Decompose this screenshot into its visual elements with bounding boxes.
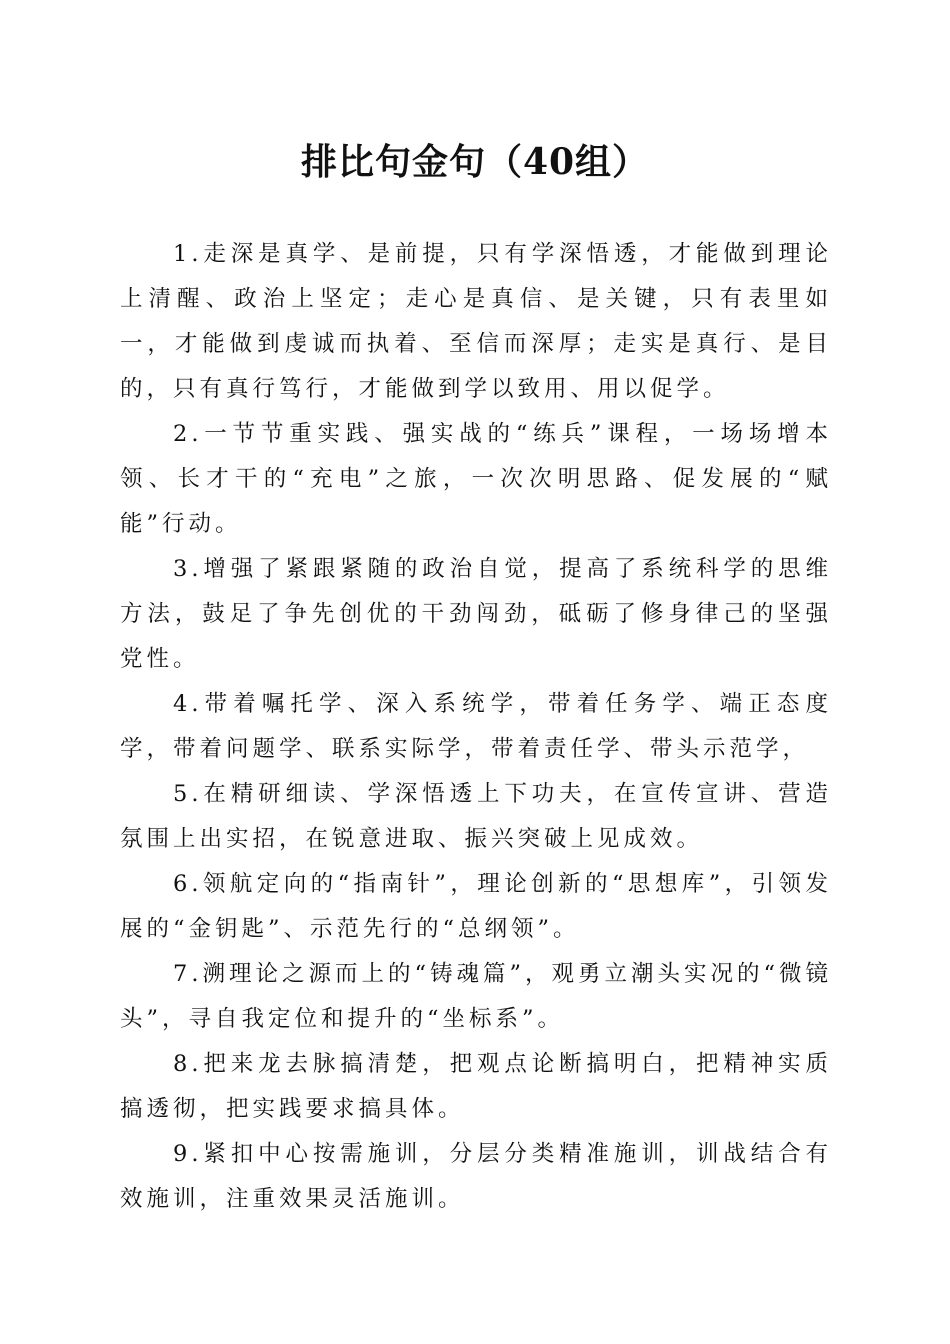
paragraph-7: 7.溯理论之源而上的“铸魂篇”，观勇立潮头实况的“微镜头”，寻自我定位和提升的“坐标系”。 <box>120 961 832 1032</box>
paragraph-9: 9.紧扣中心按需施训，分层分类精准施训，训战结合有效施训，注重效果灵活施训。 <box>120 1141 832 1212</box>
paragraph-4: 4.带着嘱托学、深入系统学，带着任务学、端正态度学，带着问题学、联系实际学，带着责任学、带头示范学， <box>120 691 832 762</box>
paragraph-5: 5.在精研细读、学深悟透上下功夫，在宣传宣讲、营造氛围上出实招，在锐意进取、振兴突破上见成效。 <box>120 781 832 852</box>
paragraph-8: 8.把来龙去脉搞清楚，把观点论断搞明白，把精神实质搞透彻，把实践要求搞具体。 <box>120 1051 832 1122</box>
paragraph-1: 1.走深是真学、是前提，只有学深悟透，才能做到理论上清醒、政治上坚定；走心是真信、是关键，只有表里如一，才能做到虔诚而执着、至信而深厚；走实是真行、是目的，只有真行笃行，才能做到学以致用、用以促学。 <box>120 241 832 402</box>
paragraph-6: 6.领航定向的“指南针”，理论创新的“思想库”，引领发展的“金钥匙”、示范先行的“总纲领”。 <box>120 871 832 942</box>
paragraph-3: 3.增强了紧跟紧随的政治自觉，提高了系统科学的思维方法，鼓足了争先创优的干劲闯劲，砥砺了修身律己的坚强党性。 <box>120 556 832 672</box>
paragraph-2: 2.一节节重实践、强实战的“练兵”课程，一场场增本领、长才干的“充电”之旅，一次次明思路、促发展的“赋能”行动。 <box>120 421 832 537</box>
document-title: 排比句金句（40组） <box>300 141 650 183</box>
document-body <box>120 232 832 1222</box>
